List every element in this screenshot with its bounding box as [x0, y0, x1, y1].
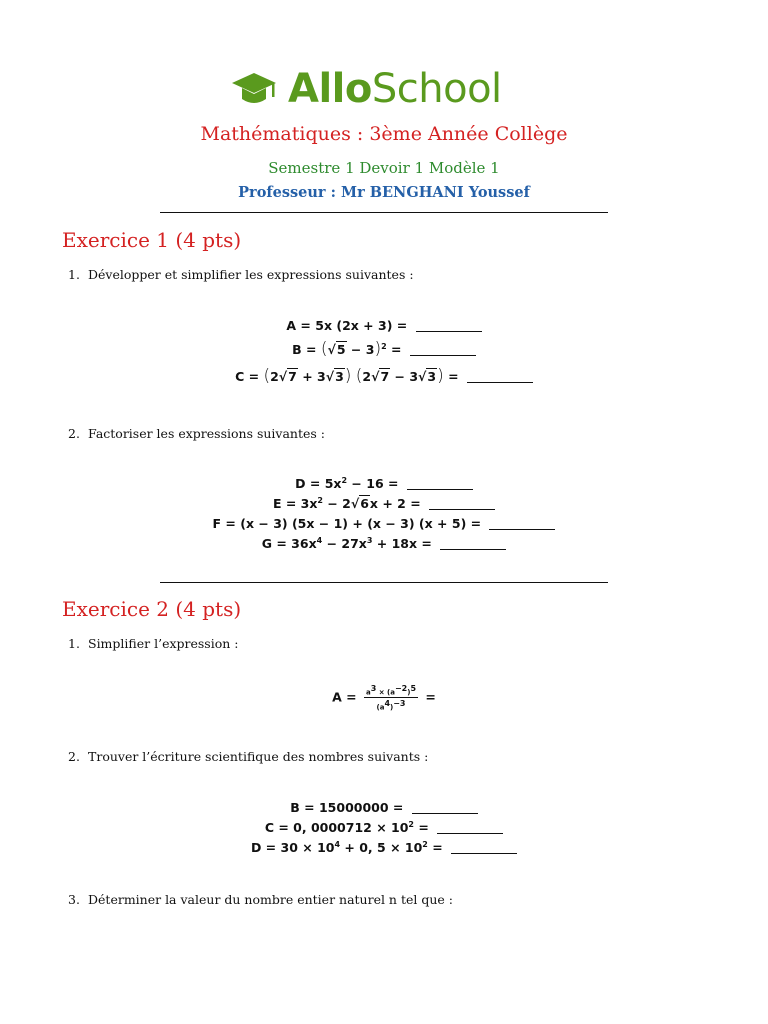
- expression-b: $B = (√5 - 3)^2$ =: [0, 339, 768, 359]
- exercise-1-title: Exercice 1 (4 pts): [62, 228, 242, 252]
- expression-e: $E = 3x^2 - 2√6x + 2$ =: [0, 496, 768, 511]
- document-title: Mathématiques : 3ème Année Collège: [200, 123, 568, 145]
- expression-d-scientific: $D = 30 \times 10^4 + 0$, $5 \times 10^2$ =: [0, 840, 768, 855]
- answer-blank[interactable]: [437, 833, 503, 834]
- answer-blank[interactable]: [407, 489, 473, 490]
- exercise-1-question-1: 1. Développer et simplifier les expressions suivantes :: [68, 267, 414, 282]
- document-subtitle: Semestre 1 Devoir 1 Modèle 1: [268, 159, 500, 177]
- answer-blank[interactable]: [416, 331, 482, 332]
- expression-d: $D = 5x^2 - 16$ =: [0, 476, 768, 491]
- graduation-cap-icon: [230, 69, 278, 109]
- expression-c: C = (2√7 + 3√3) (2√7 − 3√3) =: [0, 366, 768, 386]
- exercise-2-title: Exercice 2 (4 pts): [62, 597, 242, 621]
- answer-blank[interactable]: [440, 549, 506, 550]
- logo-text: AlloSchool: [288, 66, 502, 112]
- expression-f: F = (x − 3) (5x − 1) + (x − 3) (x + 5) =: [0, 516, 768, 531]
- answer-blank[interactable]: [467, 382, 533, 383]
- exercise-2-question-1: 1. Simplifier l’expression :: [68, 636, 239, 651]
- expression-b-scientific: B = 15000000 =: [0, 800, 768, 815]
- section-divider: [160, 582, 608, 583]
- answer-blank[interactable]: [451, 853, 517, 854]
- exercise-1-question-2: 2. Factoriser les expressions suivantes :: [68, 426, 326, 441]
- answer-blank[interactable]: [410, 355, 476, 356]
- answer-blank[interactable]: [429, 509, 495, 510]
- expression-g: $G = 36x^4 - 27x^3 + 18x$ =: [0, 536, 768, 551]
- exercise-2-question-2: 2. Trouver l’écriture scientifique des nombres suivants :: [68, 749, 429, 764]
- answer-blank[interactable]: [489, 529, 555, 530]
- header-divider: [160, 212, 608, 213]
- exercise-2-question-3: 3. Déterminer la valeur du nombre entier naturel n tel que :: [68, 892, 453, 907]
- answer-blank[interactable]: [412, 813, 478, 814]
- expression-c-scientific: C = 0, $0000712 \times 10^2$ =: [0, 820, 768, 835]
- teacher-name: Professeur : Mr BENGHANI Youssef: [238, 184, 530, 201]
- alloschool-logo: [230, 64, 502, 114]
- expression-a-fraction: A = $\frac{a^3 \times (a^{-2})^5}{(a^4)^{-3}}$ =: [332, 684, 436, 712]
- expression-a: A = 5x (2x + 3) =: [0, 318, 768, 333]
